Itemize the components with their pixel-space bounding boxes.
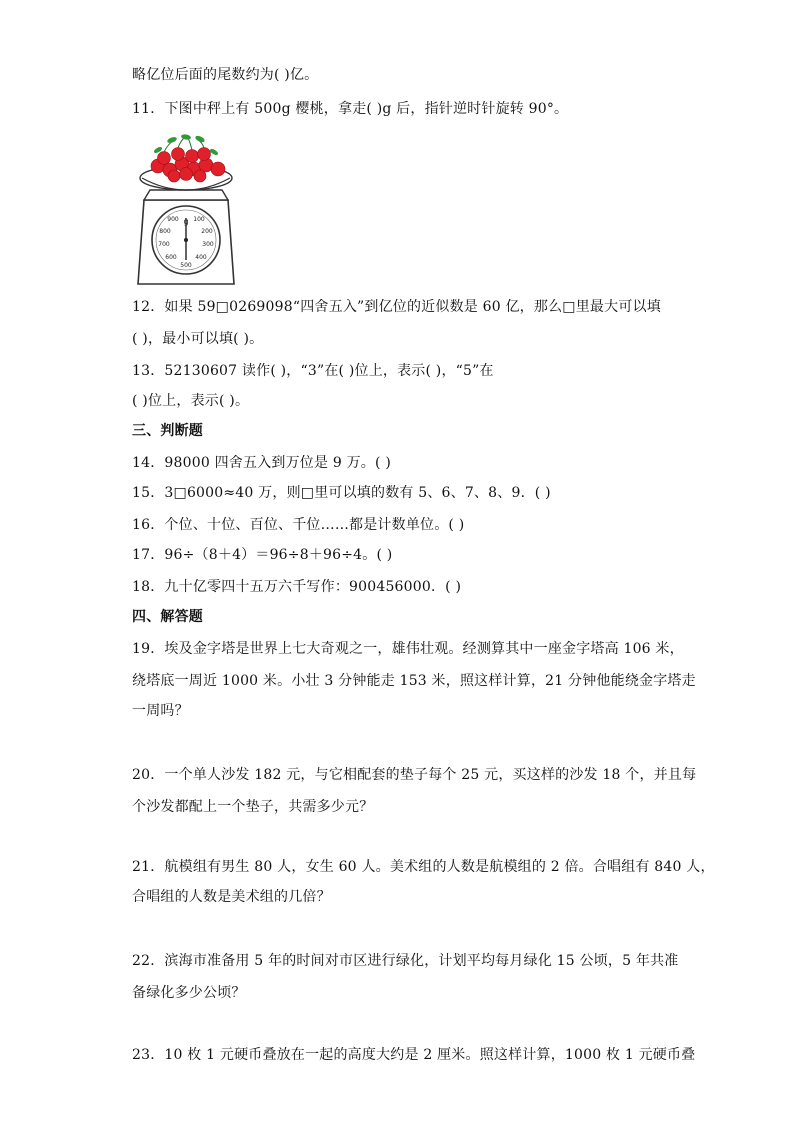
scale-with-cherries-image [134,132,238,288]
dial-label-600: 600 [165,254,177,261]
dial-label-300: 300 [202,241,214,248]
dial-label-400: 400 [195,254,207,261]
question-13-line-2: ( )位上，表示( )。 [132,393,250,409]
question-23-line-1: 23．10 枚 1 元硬币叠放在一起的高度大约是 2 厘米。照这样计算，1000 枚 1 元硬币叠 [132,1047,696,1063]
dial-label-100: 100 [193,216,205,223]
question-22-line-1: 22．滨海市准备用 5 年的时间对市区进行绿化，计划平均每月绿化 15 公顷，5 年共准 [132,953,679,969]
question-19-line-1: 19．埃及金字塔是世界上七大奇观之一，雄伟壮观。经测算其中一座金字塔高 106 米， [132,641,684,657]
question-16: 16．个位、十位、百位、千位……都是计数单位。( ) [132,517,465,533]
question-22-line-2: 备绿化多少公顷？ [132,985,246,1001]
question-17: 17．96÷（8＋4）＝96÷8＋96÷4。( ) [132,547,393,563]
scale-dial [152,206,220,274]
question-20-line-2: 个沙发都配上一个垫子，共需多少元？ [132,799,374,815]
dial-label-500: 500 [180,262,192,269]
dial-label-700: 700 [158,241,170,248]
dial-label-800: 800 [159,228,171,235]
section-heading-solve: 四、解答题 [132,609,203,625]
question-12-line-2: ( )，最小可以填( )。 [132,331,264,347]
dial-label-900: 900 [167,216,179,223]
section-heading-judgement: 三、判断题 [132,423,203,439]
question-19-line-3: 一周吗？ [132,703,189,719]
dial-unit: g [183,217,189,226]
question-21-line-2: 合唱组的人数是美术组的几倍？ [132,889,331,905]
question-18: 18．九十亿零四十五万六千写作：900456000．( ) [132,579,462,595]
question-20-line-1: 20．一个单人沙发 182 元，与它相配套的垫子每个 25 元，买这样的沙发 18 个，并且每 [132,767,697,783]
question-14: 14．98000 四舍五入到万位是 9 万。( ) [132,455,391,471]
dial-label-200: 200 [201,228,213,235]
question-12-line-1: 12．如果 59□0269098“四舍五入”到亿位的近似数是 60 亿，那么□里最大可以填 [132,299,661,315]
question-19-line-2: 绕塔底一周近 1000 米。小壮 3 分钟能走 153 米，照这样计算，21 分钟他能绕金字塔走 [132,673,696,689]
question-11: 11．下图中秤上有 500g 樱桃，拿走( )g 后，指针逆时针旋转 90°。 [132,101,569,117]
question-15: 15．3□6000≈40 万，则□里可以填的数有 5、6、7、8、9．( ) [132,485,551,501]
question-13-line-1: 13．52130607 读作( )，“3”在( )位上，表示( )，“5”在 [132,363,494,379]
question-21-line-1: 21．航模组有男生 80 人，女生 60 人。美术组的人数是航模组的 2 倍。合唱组有 840 人， [132,859,715,875]
text-line-1: 略亿位后面的尾数约为( )亿。 [132,67,319,83]
